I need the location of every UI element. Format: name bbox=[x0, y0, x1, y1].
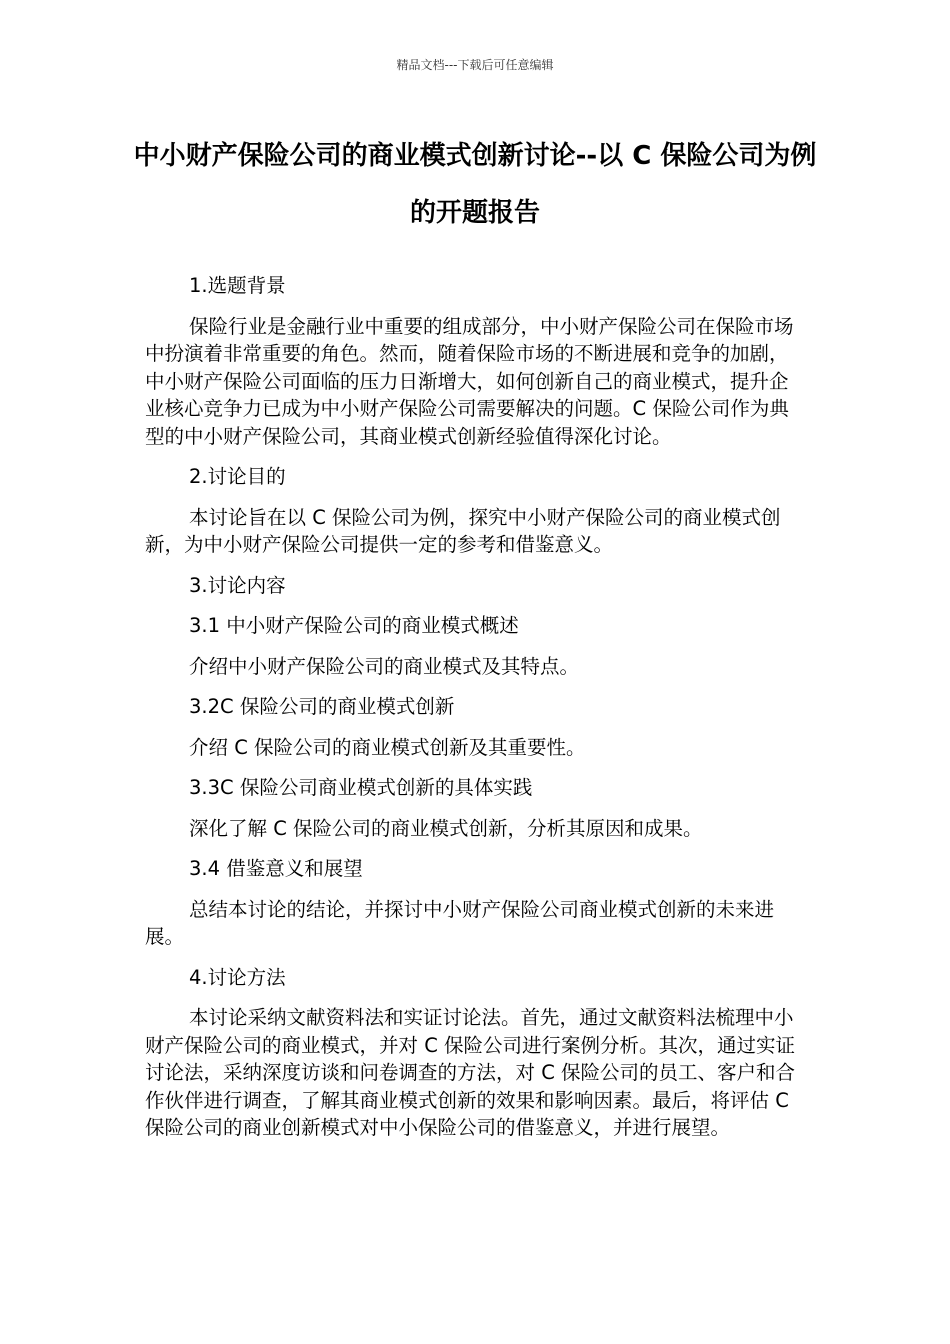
subsection-heading-3-1: 3.1 中小财产保险公司的商业模式概述 bbox=[189, 614, 519, 637]
section-heading-background: 1.选题背景 bbox=[189, 274, 286, 297]
document-body bbox=[145, 272, 805, 1155]
document-title: 中小财产保险公司的商业模式创新讨论--以 C 保险公司为例的开题报告 bbox=[133, 141, 817, 228]
subsection-heading-3-2: 3.2C 保险公司的商业模式创新 bbox=[189, 695, 455, 718]
subsection-heading-3-3: 3.3C 保险公司商业模式创新的具体实践 bbox=[189, 776, 533, 799]
paragraph-3-4: 总结本讨论的结论，并探讨中小财产保险公司商业模式创新的未来进展。 bbox=[145, 897, 775, 948]
paragraph-purpose: 本讨论旨在以 C 保险公司为例，探究中小财产保险公司的商业模式创新，为中小财产保险公司提供一定的参考和借鉴意义。 bbox=[145, 505, 781, 556]
header-watermark: 精品文档---下载后可任意编辑 bbox=[396, 58, 554, 72]
paragraph-method: 本讨论采纳文献资料法和实证讨论法。首先，通过文献资料法梳理中小财产保险公司的商业模式，并对 C 保险公司进行案例分析。其次，通过实证讨论法，采纳深度访谈和问卷调查的方法，对 C 保险公司的员工、客户和合作伙伴进行调查，了解其商业模式创新的效果和影响因素。最后，将评估 C 保险公司的商业创新模式对中小保险公司的借鉴意义，并进行展望。 bbox=[145, 1006, 796, 1139]
section-heading-content: 3.讨论内容 bbox=[189, 573, 286, 597]
section-heading-method: 4.讨论方法 bbox=[189, 965, 286, 989]
paragraph-background: 保险行业是金融行业中重要的组成部分，中小财产保险公司在保险市场中扮演着非常重要的角色。然而，随着保险市场的不断进展和竞争的加剧，中小财产保险公司面临的压力日渐增大，如何创新自己的商业模式，提升企业核心竞争力已成为中小财产保险公司需要解决的问题。C 保险公司作为典型的中小财产保险公司，其商业模式创新经验值得深化讨论。 bbox=[145, 314, 794, 448]
paragraph-3-3: 深化了解 C 保险公司的商业模式创新，分析其原因和成果。 bbox=[189, 816, 703, 840]
subsection-heading-3-4: 3.4 借鉴意义和展望 bbox=[189, 857, 363, 880]
paragraph-3-2: 介绍 C 保险公司的商业模式创新及其重要性。 bbox=[189, 735, 586, 759]
section-heading-purpose: 2.讨论目的 bbox=[189, 465, 286, 488]
paragraph-3-1: 介绍中小财产保险公司的商业模式及其特点。 bbox=[189, 654, 580, 678]
